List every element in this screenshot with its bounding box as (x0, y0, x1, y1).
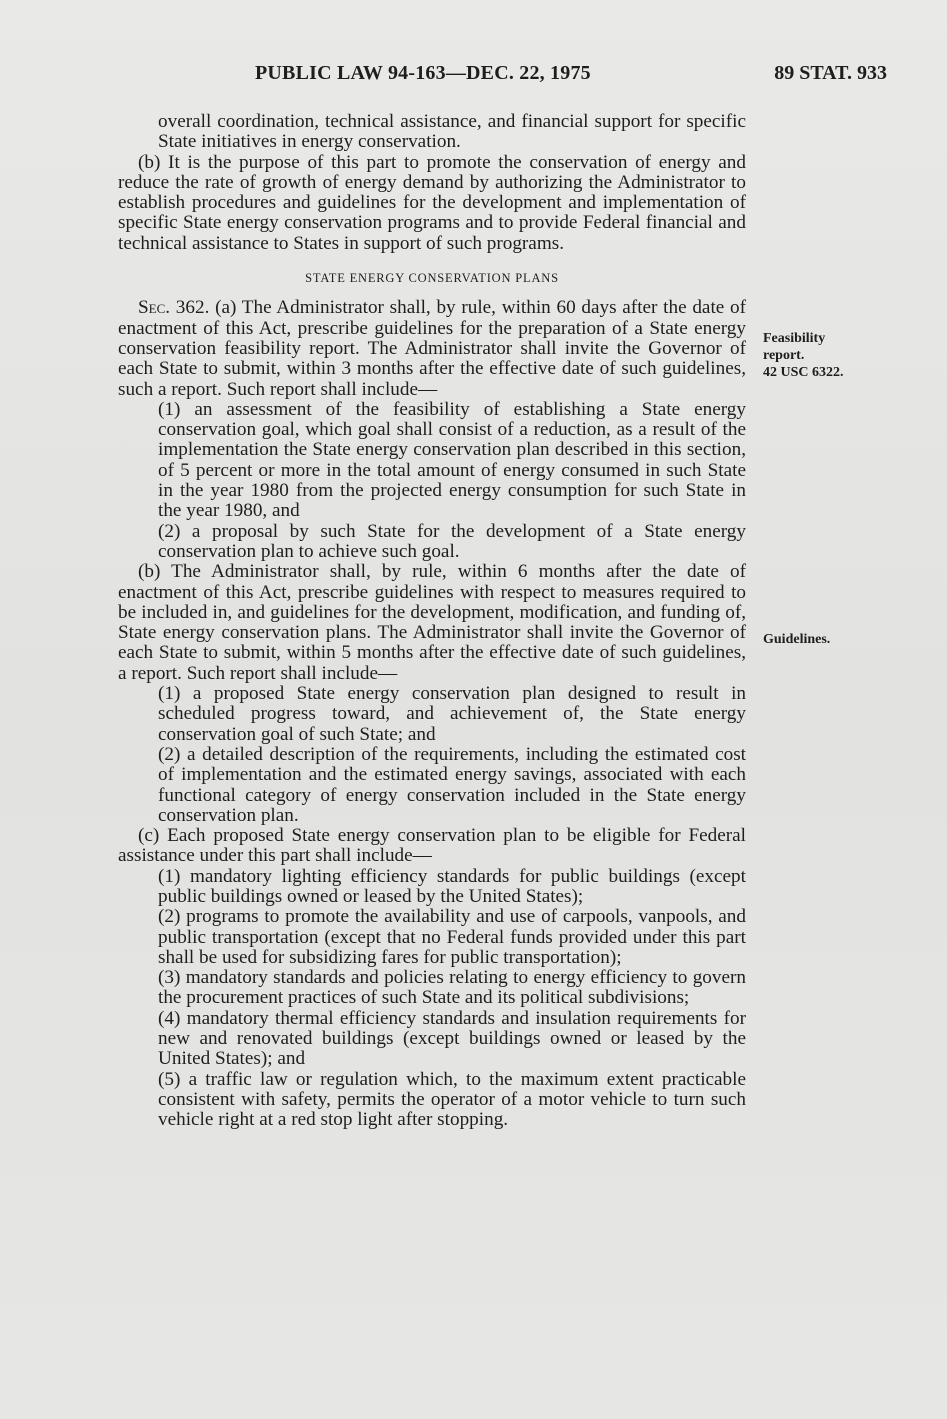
list-item-c2: (2) programs to promote the availability and use of carpools, vanpools, and public transportation (except that no Federal funds provided under this part shall be used for subsidizing fares for public transportation); (158, 906, 746, 968)
margin-note-feasibility (763, 330, 844, 381)
body-text (118, 112, 746, 1131)
header-stat-page: 89 STAT. 933 (774, 62, 887, 84)
list-item-c3: (3) mandatory standards and policies relating to energy efficiency to govern the procurement practices of such State and its political subdivisions; (158, 967, 746, 1009)
paragraph-sec-362-a (118, 298, 746, 399)
list-item-a2: (2) a proposal by such State for the development of a State energy conservation plan to achieve such goal. (158, 520, 746, 562)
list-item-b1: (1) a proposed State energy conservation plan designed to result in scheduled progress toward, and achievement of, the State energy conservation goal of such State; and (158, 683, 746, 745)
paragraph-continuation: overall coordination, technical assistance, and financial support for specific State initiatives in energy conservation. (158, 111, 746, 153)
margin-note-usc: 42 USC 6322. (763, 365, 844, 380)
list-item-c1: (1) mandatory lighting efficiency standards for public buildings (except public buildings owned or leased by the United States); (158, 865, 746, 907)
page-header (0, 62, 947, 90)
sec-362-a-text: (a) The Administrator shall, by rule, within 60 days after the date of enactment of this Act, prescribe guidelines for the preparation of a State energy conservation feasibility report. The Administrator shall invite the Governor of each State to submit, within 3 months after the effective date of such guidelines, such a report. Such report shall include— (118, 297, 746, 400)
header-title: PUBLIC LAW 94-163—DEC. 22, 1975 (255, 62, 591, 84)
section-heading: STATE ENERGY CONSERVATION PLANS (305, 271, 559, 286)
margin-note-feasibility-line2: report. (763, 348, 805, 363)
paragraph-sec-362-c: (c) Each proposed State energy conservation plan to be eligible for Federal assistance under this part shall include— (118, 825, 746, 867)
list-item-c5: (5) a traffic law or regulation which, to the maximum extent practicable consistent with safety, permits the operator of a motor vehicle to turn such vehicle right at a red stop light after stopping. (158, 1068, 746, 1131)
paragraph-sec-362-b: (b) The Administrator shall, by rule, within 6 months after the date of enactment of this Act, prescribe guidelines with respect to measures required to be included in, and guidelines for the development, modification, and funding of, State energy conservation plans. The Administrator shall invite the Governor of each State to submit, within 5 months after the effective date of such guidelines, a report. Such report shall include— (118, 561, 746, 684)
list-item-c4: (4) mandatory thermal efficiency standards and insulation requirements for new and renovated buildings (except buildings owned or leased by the United States); and (158, 1007, 746, 1070)
margin-note-feasibility-line1: Feasibility (763, 331, 826, 346)
list-item-b2: (2) a detailed description of the requirements, including the estimated cost of implementation and the estimated energy savings, associated with each functional category of energy conservation included in the State energy conservation plan. (158, 743, 746, 826)
section-label: Sec. 362. (138, 297, 210, 319)
margin-note-guidelines: Guidelines. (763, 632, 831, 647)
list-item-a1: (1) an assessment of the feasibility of establishing a State energy conservation goal, which goal shall consist of a reduction, as a result of the implementation the State energy conservation plan described in this section, of 5 percent or more in the total amount of energy consumed in such State in the year 1980 from the projected energy consumption for such State in the year 1980, and (158, 398, 746, 522)
paragraph-purpose: (b) It is the purpose of this part to promote the conservation of energy and reduce the rate of growth of energy demand by authorizing the Administrator to establish procedures and guidelines for the development and implementation of specific State energy conservation programs and to provide Federal financial and technical assistance to States in support of such programs. (118, 151, 746, 254)
